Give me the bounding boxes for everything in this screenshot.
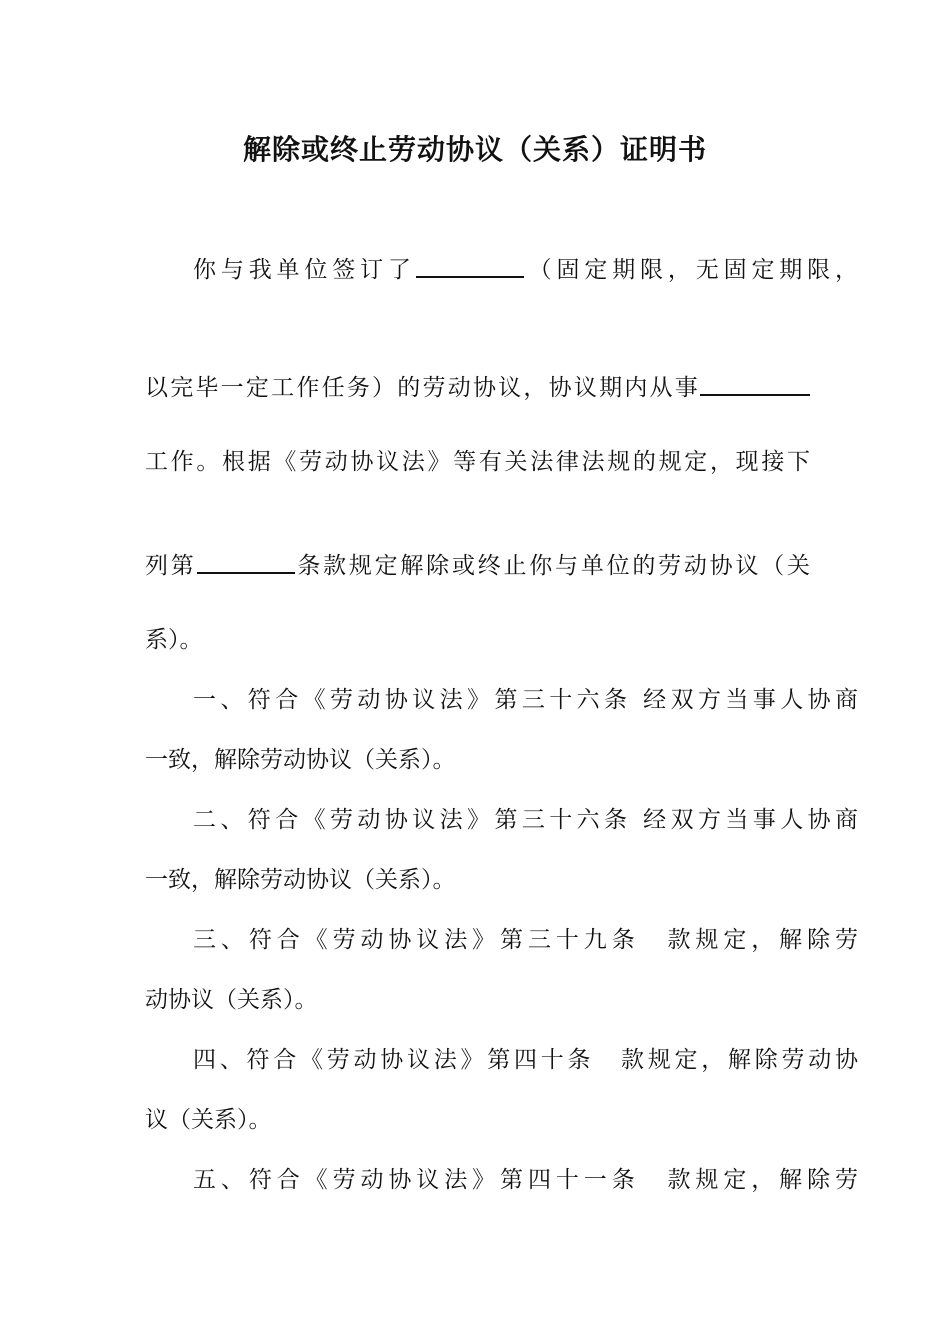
item-2-line-1: 二、符合《劳动协议法》第三十六条 经双方当事人协商 <box>193 807 858 833</box>
clause-number-blank <box>197 550 295 574</box>
intro-text: 条款规定解除或终止你与单位的劳动协议（关 <box>294 553 810 579</box>
intro-text: （固定期限，无固定期限， <box>523 257 858 283</box>
intro-line-1 <box>145 254 858 286</box>
contract-type-blank <box>416 254 524 278</box>
item-4-line-1: 四、符合《劳动协议法》第四十条 款规定，解除劳动协 <box>193 1047 858 1073</box>
item-1-line-1: 一、符合《劳动协议法》第三十六条 经双方当事人协商 <box>193 687 858 713</box>
intro-text: 列第 <box>145 553 197 579</box>
item-4-line-2: 议（关系）。 <box>145 1107 272 1133</box>
item-2-line-2: 一致，解除劳动协议（关系）。 <box>145 867 456 893</box>
intro-line-4 <box>145 550 810 582</box>
intro-line-2 <box>145 372 810 404</box>
intro-line-5: 系）。 <box>145 627 203 653</box>
intro-line-3: 工作。根据《劳动协议法》等有关法律法规的规定，现接下 <box>145 449 810 475</box>
job-position-blank <box>700 372 810 396</box>
item-5-line-1: 五、符合《劳动协议法》第四十一条 款规定，解除劳 <box>193 1167 858 1193</box>
item-1-line-2: 一致，解除劳动协议（关系）。 <box>145 747 456 773</box>
item-3-line-1: 三、符合《劳动协议法》第三十九条 款规定，解除劳 <box>193 927 858 953</box>
document-title: 解除或终止劳动协议（关系）证明书 <box>242 133 707 166</box>
item-3-line-2: 动协议（关系）。 <box>145 987 318 1013</box>
intro-text: 以完毕一定工作任务）的劳动协议，协议期内从事 <box>145 375 700 401</box>
intro-text: 你与我单位签订了 <box>193 257 416 283</box>
